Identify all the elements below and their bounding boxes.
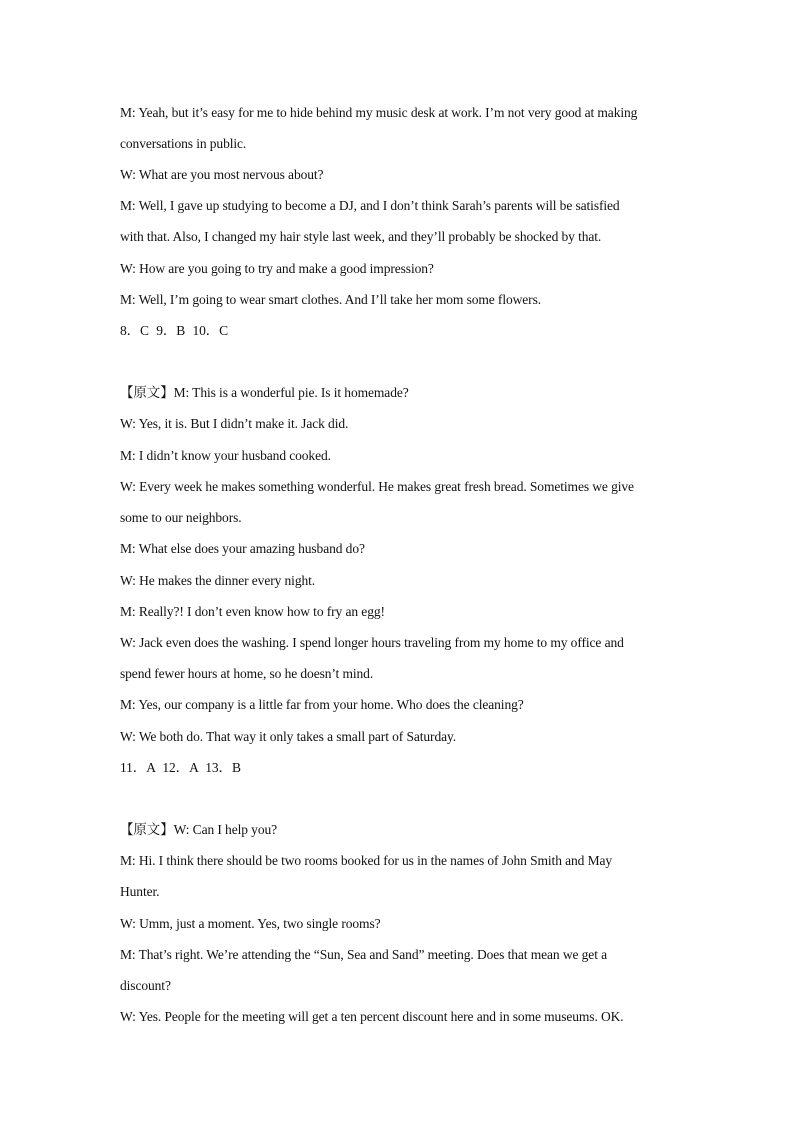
text-line: W: Every week he makes something wonderful. He makes great fresh bread. Sometimes we give — [120, 479, 634, 494]
text-line: with that. Also, I changed my hair style last week, and they’ll probably be shocked by that. — [120, 229, 602, 244]
text-line: W: What are you most nervous about? — [120, 167, 324, 182]
answer-key: 8．C 9．B 10．C — [120, 323, 229, 338]
text-line: W: We both do. That way it only takes a small part of Saturday. — [120, 729, 457, 744]
text-line: W: Umm, just a moment. Yes, two single rooms? — [120, 916, 381, 931]
text-line: M: I didn’t know your husband cooked. — [120, 448, 331, 463]
text-line: W: Yes. People for the meeting will get a ten percent discount here and in some museums. OK. — [120, 1009, 624, 1024]
text-line: M: Really?! I don’t even know how to fry an egg! — [120, 604, 385, 619]
text-line: W: Yes, it is. But I didn’t make it. Jack did. — [120, 416, 349, 431]
text-line: discount? — [120, 978, 171, 993]
text-line: M: Yeah, but it’s easy for me to hide behind my music desk at work. I’m not very good at making — [120, 105, 638, 120]
text-line: M: Hi. I think there should be two rooms booked for us in the names of John Smith and May — [120, 853, 613, 868]
text-line: W: How are you going to try and make a good impression? — [120, 261, 434, 276]
text-line: W: He makes the dinner every night. — [120, 573, 316, 588]
text-line: M: Well, I gave up studying to become a DJ, and I don’t think Sarah’s parents will be satisfied — [120, 198, 620, 213]
text-line: W: Jack even does the washing. I spend longer hours traveling from my home to my office and — [120, 635, 624, 650]
text-line: Hunter. — [120, 884, 160, 899]
text-line: conversations in public. — [120, 136, 247, 151]
text-line: M: What else does your amazing husband do? — [120, 541, 365, 556]
text-line: spend fewer hours at home, so he doesn’t mind. — [120, 666, 374, 681]
text-line: 【原文】W: Can I help you? — [120, 822, 278, 837]
text-line: M: That’s right. We’re attending the “Sun, Sea and Sand” meeting. Does that mean we get a — [120, 947, 608, 962]
text-line: some to our neighbors. — [120, 510, 242, 525]
answer-key: 11．A 12．A 13．B — [120, 760, 241, 775]
text-line: M: Yes, our company is a little far from your home. Who does the cleaning? — [120, 697, 524, 712]
text-line: 【原文】M: This is a wonderful pie. Is it homemade? — [120, 385, 409, 400]
text-line: M: Well, I’m going to wear smart clothes. And I’ll take her mom some flowers. — [120, 292, 541, 307]
